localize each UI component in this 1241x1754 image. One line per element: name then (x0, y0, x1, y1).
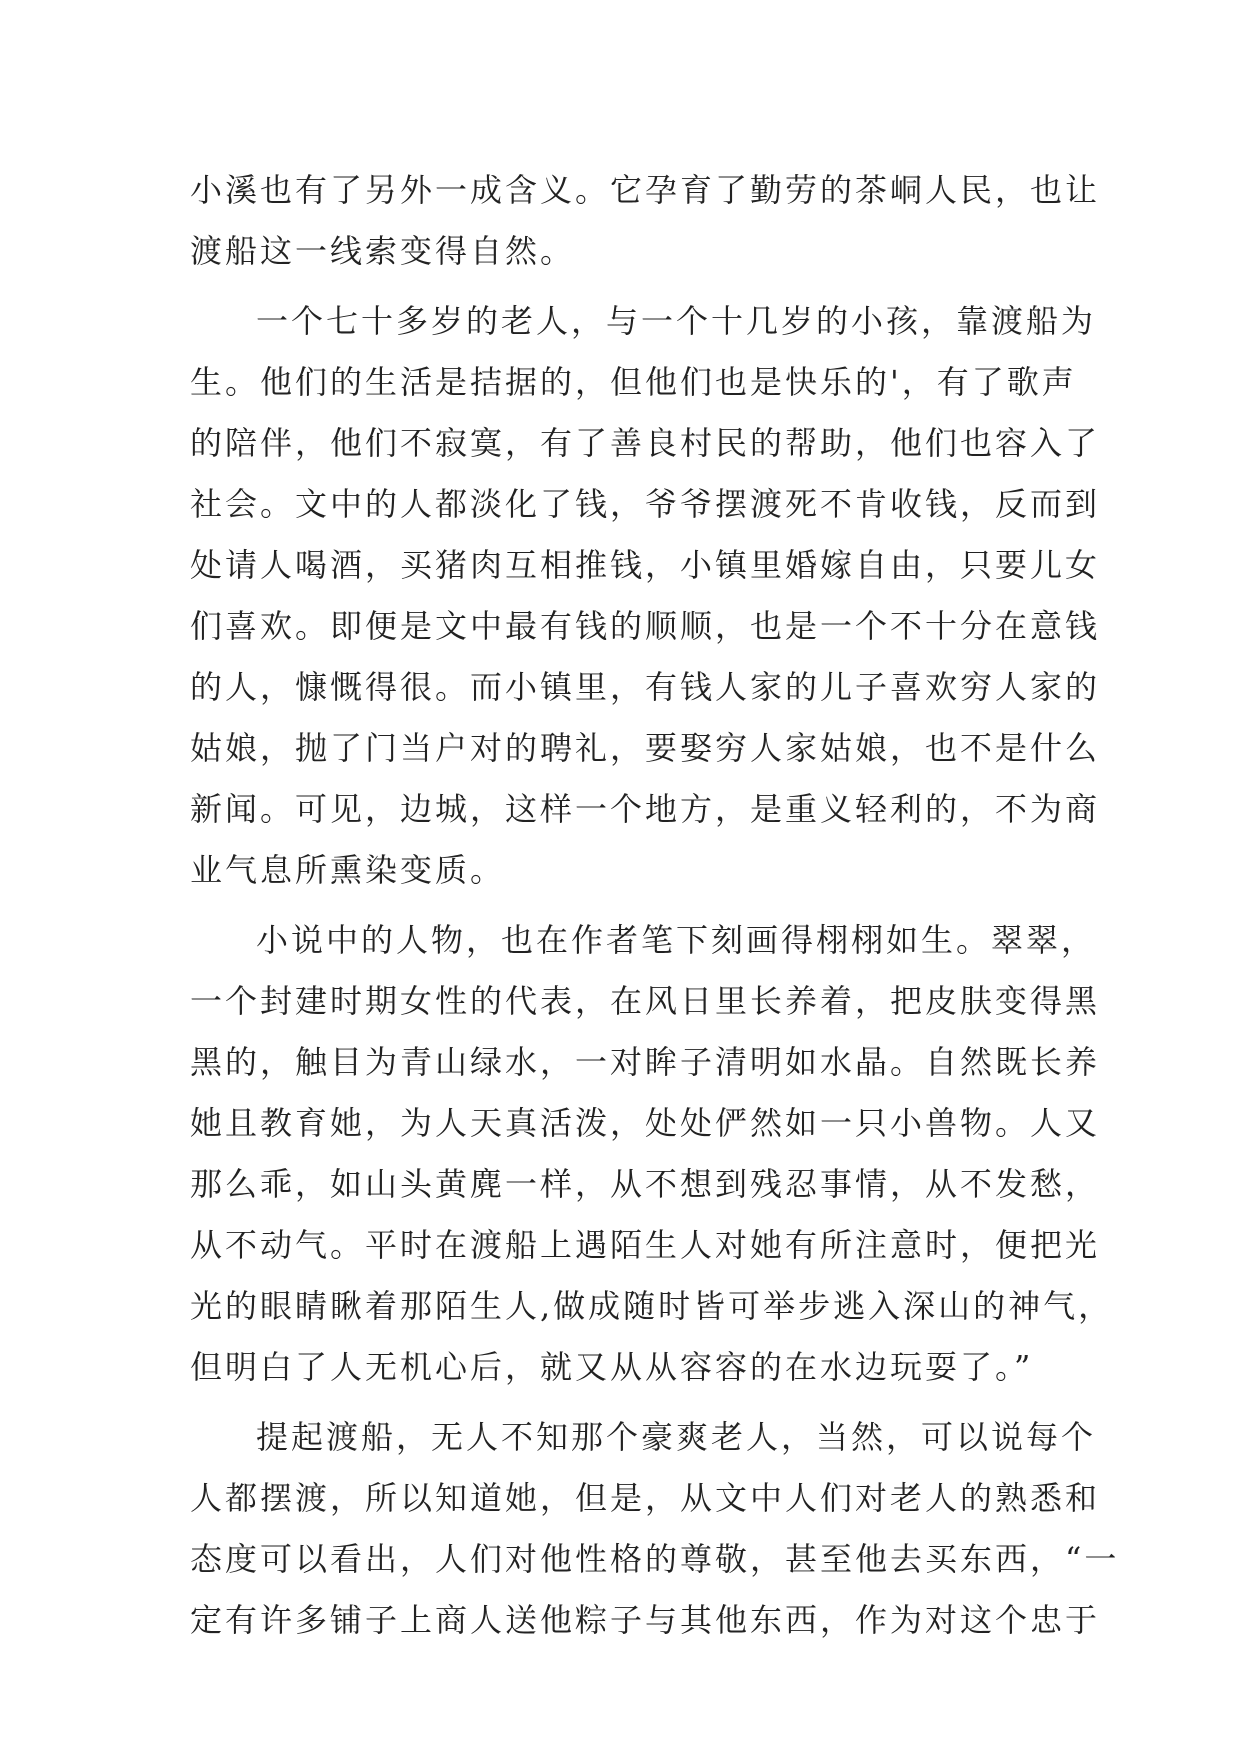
paragraph (190, 160, 1101, 282)
text-line: 光的眼睛瞅着那陌生人,做成随时皆可举步逃入深山的神气， (190, 1287, 1114, 1325)
text-line: 业气息所熏染变质。 (190, 851, 506, 889)
text-line: 姑娘，抛了门当户对的聘礼，要娶穷人家姑娘，也不是什么 (190, 729, 1101, 767)
text-line: 提起渡船，无人不知那个豪爽老人，当然，可以说每个 (256, 1418, 1097, 1456)
text-line: 新闻。可见，边城，这样一个地方，是重义轻利的，不为商 (190, 790, 1101, 828)
paragraph (190, 910, 1114, 1398)
text-line: 的人，慷慨得很。而小镇里，有钱人家的儿子喜欢穷人家的 (190, 668, 1101, 706)
text-line: 小溪也有了另外一成含义。它孕育了勤劳的茶峒人民，也让 (190, 171, 1101, 209)
text-line: 的陪伴，他们不寂寞，有了善良村民的帮助，他们也容入了 (190, 424, 1101, 462)
text-line: 渡船这一线索变得自然。 (190, 232, 576, 270)
text-line: 社会。文中的人都淡化了钱，爷爷摆渡死不肯收钱，反而到 (190, 485, 1101, 523)
text-line: 她且教育她，为人天真活泼，处处俨然如一只小兽物。人又 (190, 1104, 1101, 1142)
text-line: 那么乖，如山头黄麂一样，从不想到残忍事情，从不发愁， (190, 1165, 1101, 1203)
text-line: 们喜欢。即便是文中最有钱的顺顺，也是一个不十分在意钱 (190, 607, 1101, 645)
text-line: 但明白了人无机心后，就又从从容容的在水边玩耍了。” (190, 1348, 1034, 1386)
text-line: 定有许多铺子上商人送他粽子与其他东西，作为对这个忠于 (190, 1601, 1101, 1639)
text-line: 生。他们的生活是拮据的，但他们也是快乐的'，有了歌声 (190, 363, 1077, 401)
text-line: 态度可以看出，人们对他性格的尊敬，甚至他去买东西，“一 (190, 1540, 1120, 1578)
document-body (190, 160, 1120, 1660)
paragraph (190, 291, 1101, 901)
text-line: 处请人喝酒，买猪肉互相推钱，小镇里婚嫁自由，只要儿女 (190, 546, 1101, 584)
text-line: 人都摆渡，所以知道她，但是，从文中人们对老人的熟悉和 (190, 1479, 1101, 1517)
text-line: 从不动气。平时在渡船上遇陌生人对她有所注意时，便把光 (190, 1226, 1101, 1264)
text-line: 小说中的人物，也在作者笔下刻画得栩栩如生。翠翠， (256, 921, 1097, 959)
text-line: 一个七十多岁的老人，与一个十几岁的小孩，靠渡船为 (256, 302, 1097, 340)
paragraph (190, 1407, 1120, 1651)
text-line: 一个封建时期女性的代表，在风日里长养着，把皮肤变得黑 (190, 982, 1101, 1020)
text-line: 黑的，触目为青山绿水，一对眸子清明如水晶。自然既长养 (190, 1043, 1101, 1081)
